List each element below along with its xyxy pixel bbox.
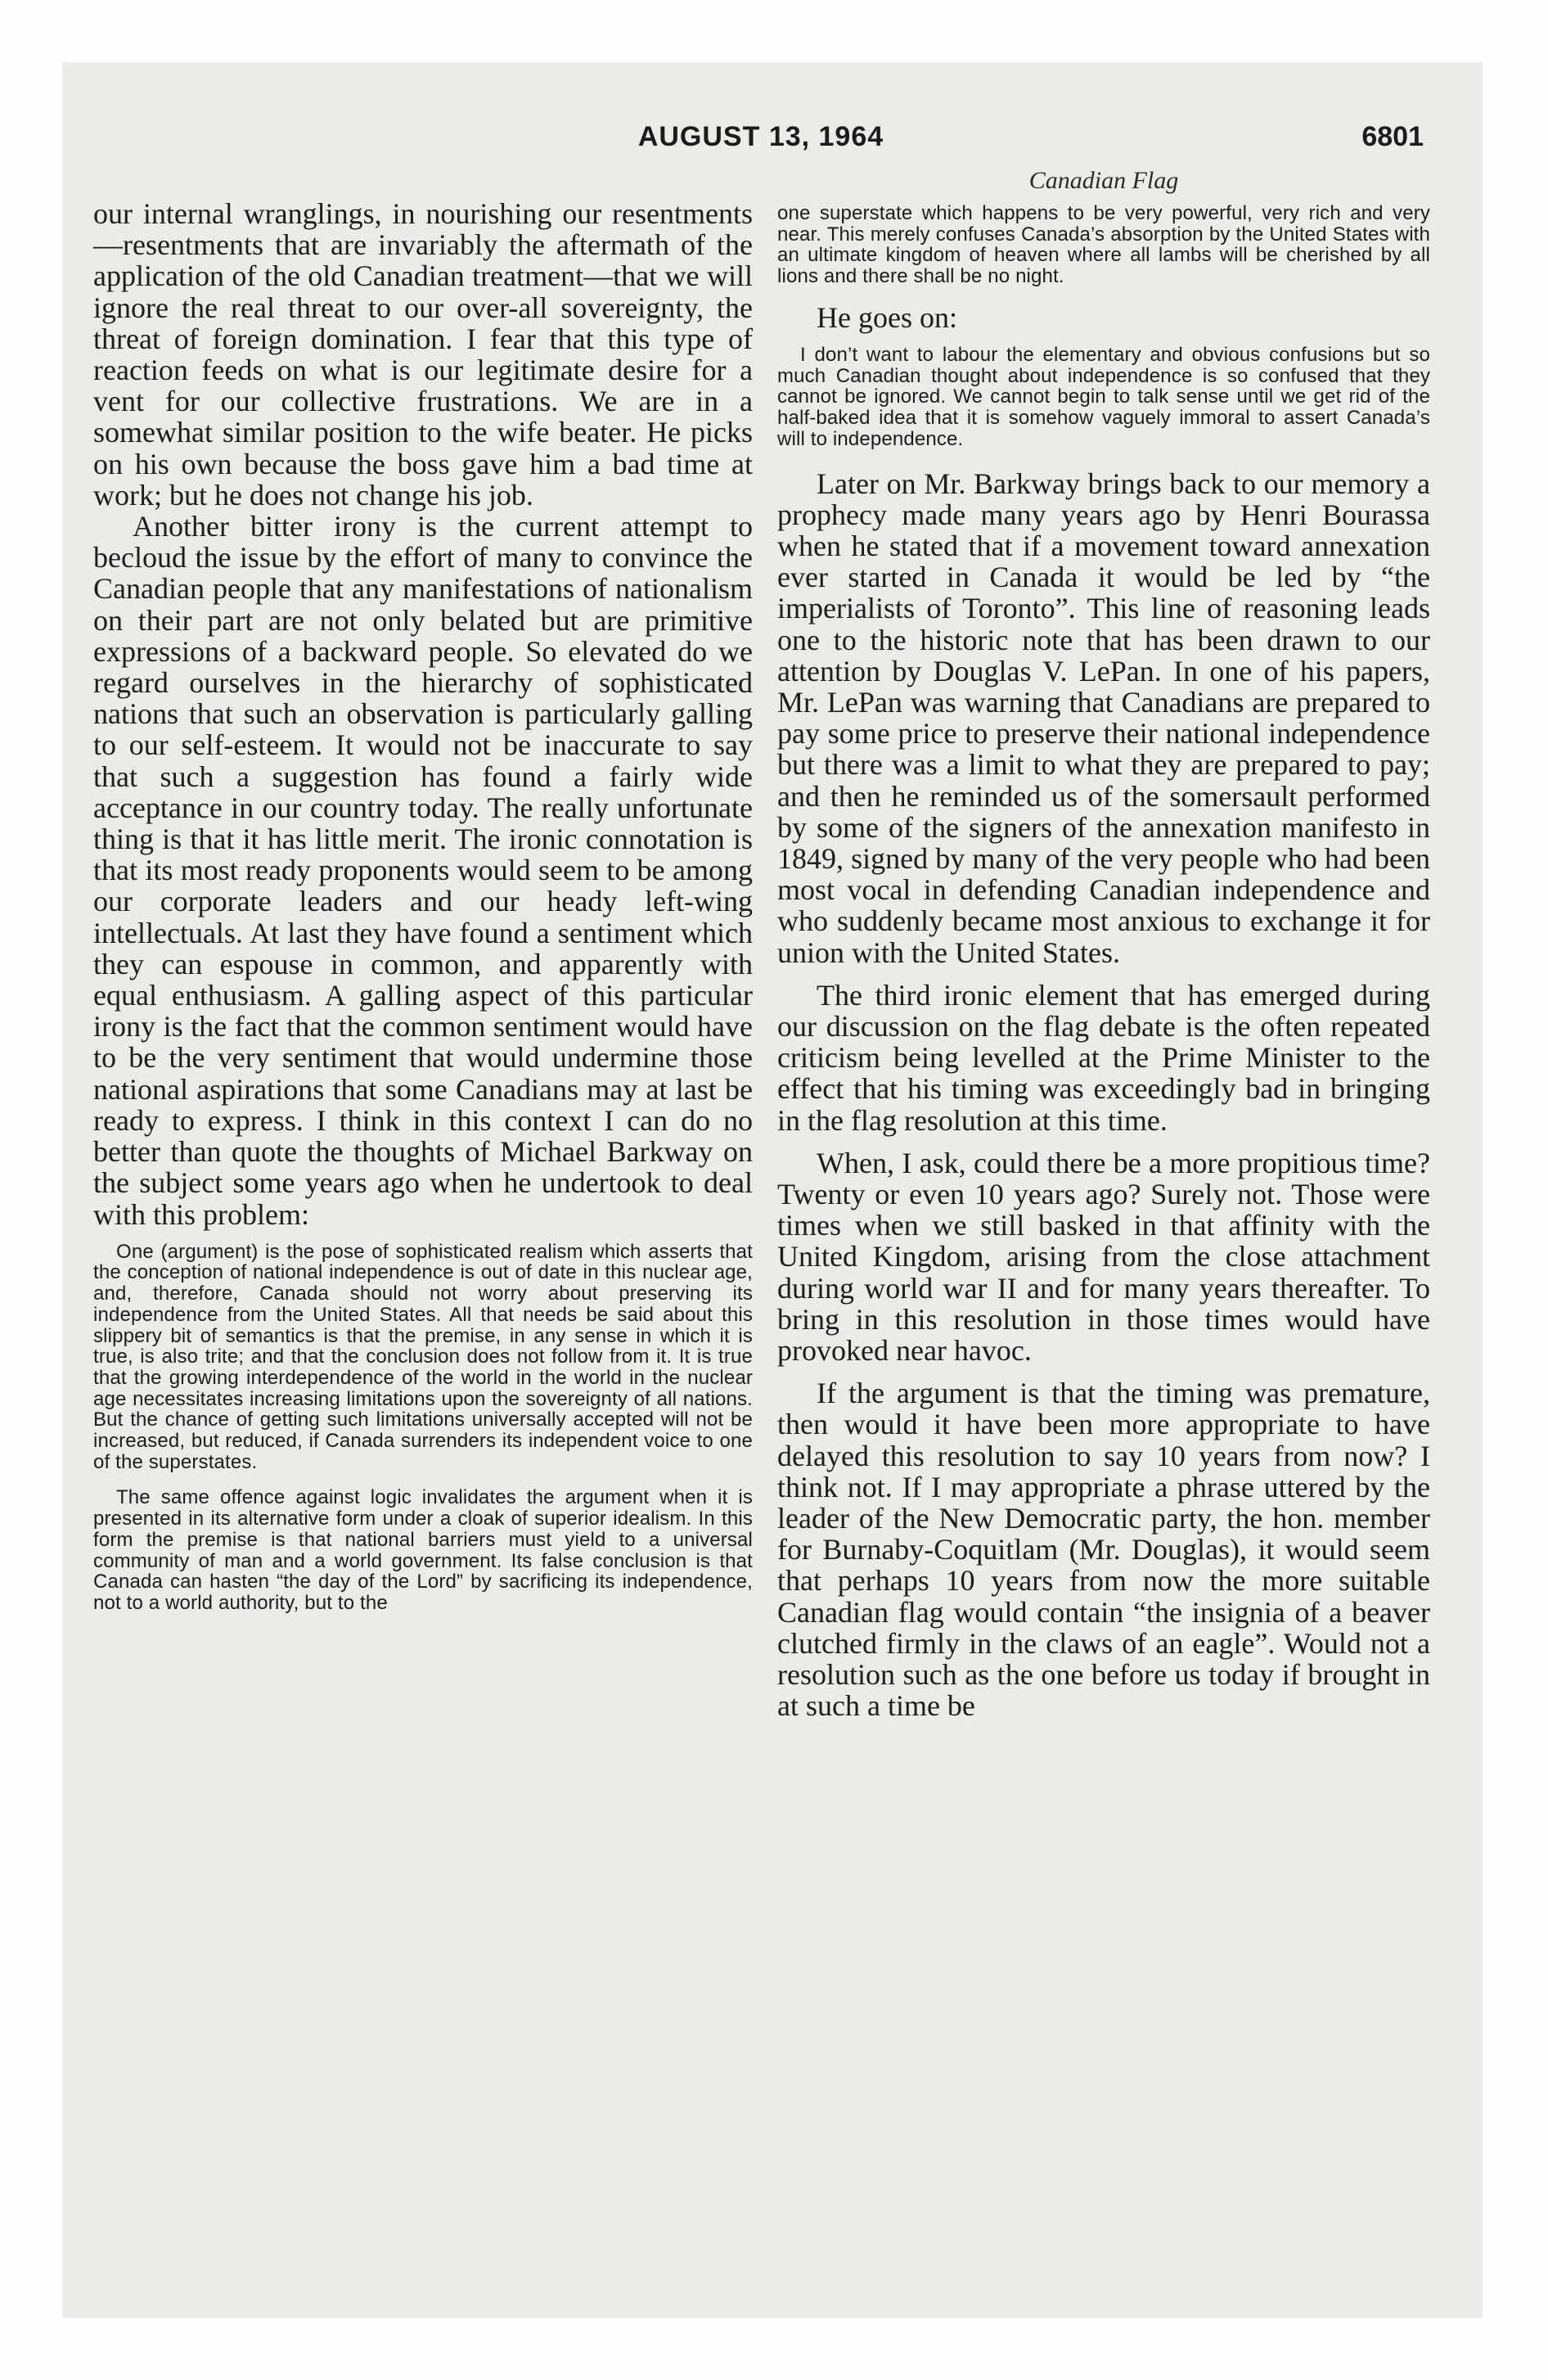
block-quote: The same offence against logic invalidates the argument when it is presented in its alternative form under a cloak of superior idealism. In this form the premise is that national barriers must yield to a universal community of man and a world government. Its false conclusion is that Canada can hasten “the day of the Lord” by sacrificing its independence, not to a world authority, but to the [93,1486,753,1614]
header-date: AUGUST 13, 1964 [637,121,884,152]
page-header [92,121,1430,170]
paragraph: When, I ask, could there be a more propitious time? Twenty or even 10 years ago? Surely not. Those were times when we still basked in that affinity with the United Kingdom, arising from the close attachment during world war II and for many years thereafter. To bring in this resolution in those times would have provoked near havoc. [777,1146,1430,1368]
paragraph: Later on Mr. Barkway brings back to our memory a prophecy made many years ago by Henri Bourassa when he stated that if a movement toward annexation ever started in Canada it would be led by “the imperialists of Toronto”. This line of reasoning leads one to the historic note that has been drawn to our attention by Douglas V. LePan. In one of his papers, Mr. LePan was warning that Canadians are prepared to pay some price to preserve their national independence but there was a limit to what they are prepared to pay; and then he reminded us of the somersault performed by some of the signers of the annexation manifesto in 1849, signed by many of the very people who had been most vocal in defending Canadian independence and who suddenly became most anxious to exchange it for union with the United States. [777,467,1430,969]
block-quote: I don’t want to labour the elementary and obvious confusions but so much Canadian thought about independence is so confused that they cannot be ignored. We cannot begin to talk sense until we get rid of the half-baked idea that it is somehow vaguely immoral to assert Canada’s will to independence. [777,344,1430,450]
section-title: Canadian Flag [1028,167,1179,194]
paragraph: our internal wranglings, in nourishing our resentments—resentments that are invariably the aftermath of the application of the old Canadian treatment—that we will ignore the real threat to our over-all sovereignty, the threat of foreign domination. I fear that this type of reaction feeds on what is our legitimate desire for a vent for our collective frustrations. We are in a somewhat similar position to the wife beater. He picks on his own because the boss gave him a bad time at work; but he does not change his job. [93,197,753,512]
page-number: 6801 [1361,121,1424,152]
left-column [93,198,753,1614]
block-quote: one superstate which happens to be very powerful, very rich and very near. This merely confuses Canada’s absorption by the United States with an ultimate kingdom of heaven where all lambs will be cherished by all lions and there shall be no night. [777,202,1430,288]
right-column [777,203,1430,1721]
paragraph: If the argument is that the timing was premature, then would it have been more appropriate to have delayed this resolution to say 10 years from now? I think not. If I may appropriate a phrase uttered by the leader of the New Democratic party, the hon. member for Burnaby-Coquitlam (Mr. Douglas), it would seem that perhaps 10 years from now the more suitable Canadian flag would contain “the insignia of a beaver clutched firmly in the claws of an eagle”. Would not a resolution such as the one before us today if brought in at such a time be [777,1377,1430,1723]
paragraph: Another bitter irony is the current attempt to becloud the issue by the effort of many to convince the Canadian people that any manifestations of nationalism on their part are not only belated but are primitive expressions of a backward people. So elevated do we regard ourselves in the hierarchy of sophisticated nations that such an observation is particularly galling to our self-esteem. It would not be inaccurate to say that such a suggestion has found a fairly wide acceptance in our country today. The really unfortunate thing is that it has little merit. The ironic connotation is that its most ready proponents would seem to be among our corporate leaders and our heady left-wing intellectuals. At last they have found a sentiment which they can espouse in common, and apparently with equal enthusiasm. A galling aspect of this particular irony is the fact that the common sentiment would have to be the very sentiment that would undermine those national aspirations that some Canadians may at last be ready to express. I think in this context I can do no better than quote the thoughts of Michael Barkway on the subject some years ago when he undertook to deal with this problem: [93,510,753,1231]
block-quote: One (argument) is the pose of sophisticated realism which asserts that the conception of national independence is out of date in this nuclear age, and, therefore, Canada should not worry about preserving its independence from the United States. All that needs be said about this slippery bit of semantics is that the premise, in any sense in which it is true, is also trite; and that the conclusion does not follow from it. It is true that the growing interdependence of the world in the world in the nuclear age necessitates increasing limitations upon the sovereignty of all nations. But the chance of getting such limitations universally accepted will not be increased, but reduced, if Canada surrenders its independent voice to one of the superstates. [93,1240,753,1473]
paragraph: The third ironic element that has emerged during our discussion on the flag debate is the often repeated criticism being levelled at the Prime Minister to the effect that his timing was exceedingly bad in bringing in the flag resolution at this time. [777,978,1430,1137]
paragraph: He goes on: [817,300,957,334]
